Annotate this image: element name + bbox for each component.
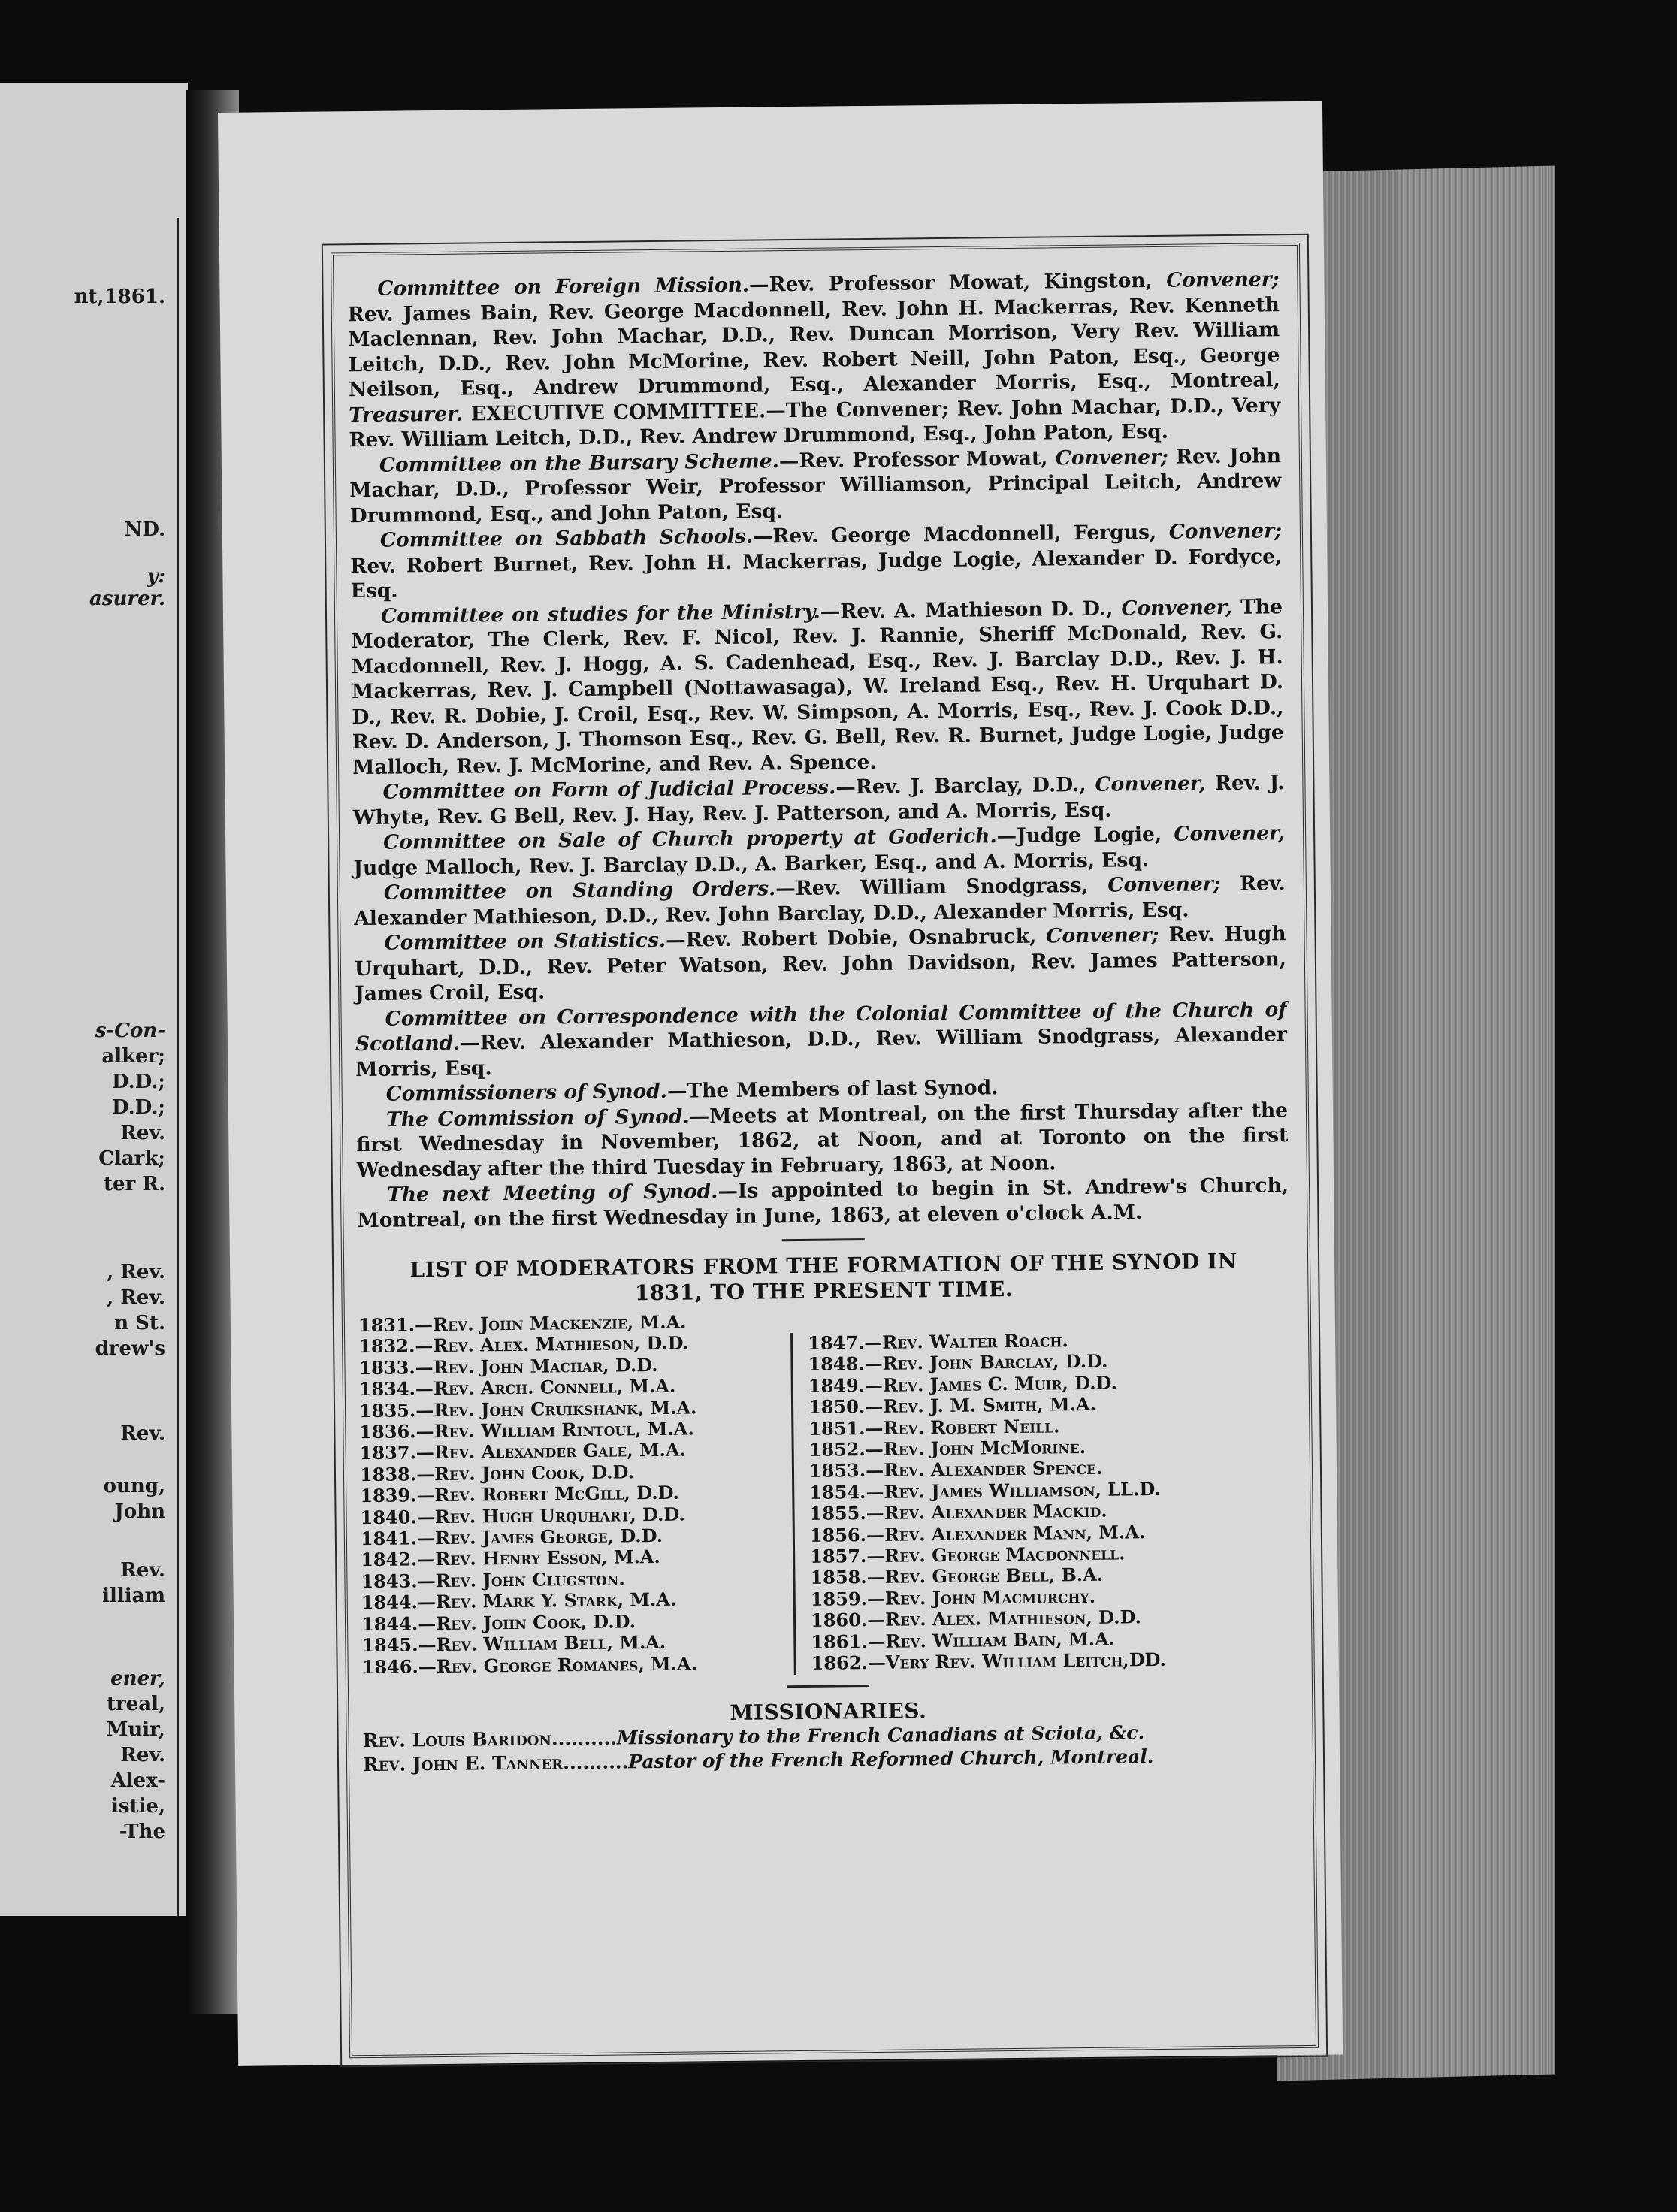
committee-title: Committee on studies for the Ministry.: [380, 600, 820, 628]
previous-page-line: Muir,: [106, 1718, 165, 1741]
moderator-year: 1851.: [808, 1416, 866, 1440]
missionaries-list: [363, 1719, 1295, 1777]
previous-page-line: Rev.: [120, 1122, 165, 1144]
moderator-name: —Rev. James George, D.D.: [416, 1524, 663, 1549]
committee-role: Convener;: [1166, 267, 1280, 292]
moderator-year: 1861.: [811, 1630, 868, 1653]
committee-text: Rev. John Machar, D.D., Professor Weir, Professor Williamson, Principal Leitch, Andrew Drummond, Esq., and John Paton, Esq.: [349, 443, 1282, 527]
committee-role: Convener;: [1107, 872, 1221, 897]
moderator-name: —Rev. George Romanes, M.A.: [418, 1651, 698, 1677]
committee-text: —Judge Logie,: [996, 822, 1174, 848]
committee-title: The next Meeting of Synod.: [386, 1180, 718, 1207]
moderator-name: —Rev. John McMorine.: [865, 1436, 1086, 1461]
moderator-year: 1835.: [358, 1398, 416, 1422]
moderator-year: 1846.: [361, 1654, 418, 1678]
moderator-year: 1838.: [359, 1463, 417, 1485]
missionary-description: Missionary to the French Canadians at Sciota, &c.: [616, 1721, 1145, 1749]
previous-page-line: treal,: [106, 1693, 165, 1715]
committee-role: Convener,: [1121, 595, 1233, 620]
moderator-row: [362, 1652, 794, 1678]
committee-paragraph: [354, 921, 1286, 1006]
moderator-year: 1843.: [361, 1570, 418, 1592]
committee-title: Committee on Foreign Mission.: [377, 273, 750, 301]
previous-page-line: , Rev.: [107, 1286, 165, 1309]
committee-paragraph: [349, 443, 1282, 528]
moderator-year: 1857.: [810, 1545, 867, 1567]
committee-title: Committee on Form of Judicial Process.: [382, 775, 836, 804]
previous-page-line: Rev.: [120, 1559, 165, 1582]
committee-paragraph: [350, 518, 1283, 603]
previous-page-line: Alex-: [110, 1769, 165, 1792]
moderator-name: —Rev. J. M. Smith, M.A.: [865, 1393, 1097, 1418]
missionaries-title: MISSIONARIES.: [730, 1697, 927, 1725]
committee-title: Committee on the Bursary Scheme.: [379, 449, 780, 477]
moderator-name: —Rev. John Clugston.: [417, 1567, 625, 1592]
moderator-row: [808, 1372, 1164, 1397]
moderators-table: [358, 1305, 1294, 1679]
previous-page-line: istie,: [111, 1795, 165, 1818]
committee-paragraph: [355, 997, 1287, 1082]
moderator-name: —Rev. Alexander Gale, M.A.: [415, 1439, 687, 1464]
moderator-name: —Rev. John Mackenzie, M.A.: [414, 1310, 687, 1336]
moderator-year: 1845.: [361, 1633, 418, 1657]
moderator-name: —Rev. John Cook, D.D.: [418, 1609, 636, 1635]
previous-page-line: Rev.: [120, 1422, 165, 1445]
missionary-leader-dots: ..........: [563, 1751, 629, 1774]
committee-text: —The Members of last Synod.: [666, 1076, 999, 1103]
committee-text: —Is appointed to begin in St. Andrew's Church, Montreal, on the first Wednesday in June, 1863, at eleven o'clock A.M.: [357, 1174, 1289, 1232]
moderators-title: LIST OF MODERATORS FROM THE FORMATION OF THE SYNOD IN 1831, TO THE PRESENT TIME.: [409, 1248, 1237, 1306]
moderator-year: 1856.: [809, 1523, 867, 1546]
moderators-column-left: [358, 1310, 794, 1679]
moderator-name: —Rev. Alex. Mathieson, D.D.: [867, 1606, 1141, 1631]
moderator-name: —Rev. Henry Esson, M.A.: [417, 1546, 660, 1570]
missionary-description: Pastor of the French Reformed Church, Montreal.: [628, 1745, 1154, 1773]
moderator-name: —Rev. Robert Neill.: [865, 1414, 1060, 1439]
moderator-name: —Rev. Hugh Urquhart, D.D.: [416, 1503, 685, 1528]
committee-paragraph: [357, 1173, 1289, 1233]
moderator-name: —Rev. John Barclay, D.D.: [864, 1350, 1108, 1375]
previous-page-line: nt,1861.: [74, 286, 165, 308]
committee-role: Convener;: [1055, 445, 1168, 470]
committee-text: Judge Malloch, Rev. J. Barclay D.D., A. Barker, Esq., and A. Morris, Esq.: [353, 848, 1150, 880]
moderator-name: —Rev. Alex. Mathieson, D.D.: [415, 1331, 690, 1357]
moderator-year: 1849.: [808, 1373, 866, 1397]
committee-text: Rev. Hugh Urquhart, D.D., Rev. Peter Watson, Rev. John Davidson, Rev. James Patterson, James Croil, Esq.: [354, 922, 1287, 1006]
committee-text: Rev. Alexander Mathieson, D.D., Rev. John Barclay, D.D., Alexander Morris, Esq.: [354, 872, 1286, 930]
page-border-rule: [177, 218, 179, 1916]
committee-title: Committee on Standing Orders.: [383, 877, 776, 905]
moderator-name: —Rev. Robert McGill, D.D.: [416, 1481, 680, 1506]
moderator-year: 1847.: [808, 1331, 865, 1354]
missionary-name: Rev. John E. Tanner: [362, 1751, 564, 1776]
committee-title: Committee on Statistics.: [384, 928, 666, 955]
moderator-year: 1831.: [358, 1313, 415, 1337]
committee-list: [347, 267, 1289, 1233]
committee-role: Convener,: [1174, 821, 1286, 846]
moderator-name: —Rev. William Bain, M.A.: [867, 1627, 1116, 1652]
committee-title: Commissioners of Synod.: [385, 1079, 668, 1106]
committee-role: Treasurer.: [349, 402, 463, 427]
moderator-year: 1844.: [361, 1612, 418, 1635]
moderator-year: 1860.: [810, 1609, 868, 1632]
previous-page-line: drew's: [95, 1337, 165, 1360]
previous-page-line: , Rev.: [107, 1261, 165, 1283]
moderator-name: —Rev. John Macmurchy.: [866, 1585, 1096, 1609]
moderator-year: 1839.: [360, 1484, 417, 1507]
committee-role: Convener;: [1046, 923, 1159, 948]
previous-page-line: ener,: [110, 1667, 165, 1690]
committee-role: Convener,: [1095, 772, 1207, 796]
moderator-name: —Rev. William Rintoul, M.A.: [415, 1417, 694, 1443]
previous-page-line: Rev.: [120, 1744, 165, 1766]
moderator-year: 1837.: [359, 1441, 416, 1464]
previous-page-line: asurer.: [89, 588, 165, 610]
moderator-row: [810, 1543, 1165, 1567]
committee-title: Committee on Correspondence with the Colonial Committee of the Church of Scotland.: [355, 997, 1287, 1056]
moderator-year: 1858.: [810, 1566, 867, 1589]
moderator-name: —Rev. Arch. Connell, M.A.: [415, 1374, 676, 1400]
moderator-year: 1854.: [809, 1480, 866, 1503]
committee-title: Committee on Sale of Church property at Goderich.: [383, 824, 997, 854]
moderator-row: [811, 1649, 1167, 1674]
moderator-name: —Rev. John Machar, D.D.: [415, 1353, 658, 1379]
moderator-name: —Rev. George Bell, B.A.: [866, 1564, 1104, 1588]
previous-page-line: D.D.;: [112, 1096, 165, 1119]
moderator-name: —Rev. Alexander Mackid.: [866, 1499, 1107, 1525]
previous-page-line: oung,: [103, 1475, 165, 1497]
committee-title: Committee on Sabbath Schools.: [379, 524, 754, 552]
moderator-year: 1840.: [360, 1505, 417, 1528]
moderator-name: —Rev. James C. Muir, D.D.: [864, 1371, 1118, 1396]
moderator-year: 1848.: [808, 1352, 865, 1376]
moderator-year: 1859.: [810, 1587, 868, 1610]
moderator-name: —Rev. Alexander Spence.: [865, 1457, 1103, 1482]
committee-text: —Rev. George Macdonnell, Fergus,: [752, 520, 1169, 548]
book-page: [218, 101, 1343, 2066]
moderator-name: —Rev. Walter Roach.: [864, 1329, 1068, 1354]
previous-page-line: Clark;: [98, 1147, 165, 1170]
previous-page-line: D.D.;: [112, 1071, 165, 1093]
committee-text: —Rev. Robert Dobie, Osnabruck,: [665, 924, 1047, 952]
section-separator: [787, 1685, 869, 1688]
previous-page-line: illiam: [102, 1585, 165, 1607]
moderator-year: 1833.: [358, 1356, 415, 1379]
missionary-name: Rev. Louis Baridon: [362, 1727, 552, 1752]
moderator-year: 1832.: [358, 1334, 415, 1358]
moderator-row: [809, 1479, 1165, 1503]
moderator-name: —Rev. William Bell, M.A.: [418, 1630, 666, 1656]
committee-text: Rev. Robert Burnet, Rev. John H. Mackerras, Judge Logie, Alexander D. Fordyce, Esq.: [350, 544, 1283, 603]
moderator-year: 1842.: [361, 1548, 418, 1571]
moderator-year: 1862.: [811, 1651, 868, 1674]
missionary-leader-dots: ..........: [551, 1727, 618, 1750]
moderator-year: 1853.: [808, 1459, 866, 1482]
section-separator: [782, 1238, 865, 1241]
moderator-name: —Very Rev. William Leitch,DD.: [867, 1648, 1167, 1674]
committee-text: —Rev. Professor Mowat,: [778, 446, 1056, 473]
committee-paragraph: [347, 267, 1280, 452]
moderator-name: —Rev. Mark Y. Stark, M.A.: [417, 1588, 677, 1613]
committee-text: The Moderator, The Clerk, Rev. F. Nicol, Rev. J. Rannie, Sheriff McDonald, Rev. G. Macdonnell, Rev. J. Hogg, A. S. Cadenhead, Esq., Rev. J. Barclay D.D., Rev. J. H. Mackerras, Rev. J. Campbell (Nottawasaga), W. Ireland Esq., Rev. H. Urquhart D. D., Rev. R. Dobie, J. Croil, Esq., Rev. W. Simpson, A. Morris, Esq., Rev. J. Cook D.D., Rev. D. Anderson, J. Thomson Esq., Rev. G. Bell, Rev. R. Burnet, Judge Logie, Judge Malloch, Rev. J. McMorine, and Rev. A. Spence.: [351, 594, 1284, 779]
moderator-year: 1836.: [359, 1420, 416, 1443]
moderators-column-right: [790, 1329, 1166, 1675]
previous-page-line: alker;: [101, 1045, 165, 1068]
previous-page-fragment: [0, 83, 188, 1916]
previous-page-line: -The: [119, 1821, 165, 1843]
moderator-name: —Rev. Alexander Mann, M.A.: [866, 1520, 1146, 1546]
previous-page-line: s-Con-: [95, 1020, 165, 1042]
moderator-year: 1841.: [360, 1527, 418, 1550]
committee-text: —Rev. A. Mathieson D. D.,: [820, 596, 1122, 624]
previous-page-line: y:: [147, 565, 165, 588]
moderator-name: —Rev. James Williamson, LL.D.: [866, 1477, 1161, 1503]
committee-text: —Rev. Alexander Mathieson, D.D., Rev. William Snodgrass, Alexander Morris, Esq.: [355, 1023, 1288, 1081]
previous-page-line: ter R.: [104, 1173, 165, 1195]
committee-text: —Rev. Professor Mowat, Kingston,: [748, 268, 1167, 297]
committee-title: The Commission of Synod.: [385, 1104, 690, 1132]
committee-text: —Rev. J. Barclay, D.D.,: [835, 772, 1095, 799]
committee-text: —Rev. William Snodgrass,: [775, 873, 1108, 901]
committee-paragraph: [356, 1098, 1289, 1183]
previous-page-line: John: [114, 1500, 165, 1523]
moderator-year: 1834.: [358, 1377, 416, 1401]
committee-paragraph: [351, 594, 1284, 780]
moderator-name: —Rev. George Macdonnell.: [866, 1542, 1126, 1567]
committee-role: Convener;: [1168, 519, 1283, 544]
previous-page-line: n St.: [114, 1312, 165, 1334]
committee-text: EXECUTIVE COMMITTEE.—The Convener; Rev. John Machar, D.D., Very Rev. William Leitch, D.D., Rev. Andrew Drummond, Esq., John Paton, Esq.: [349, 393, 1281, 452]
committee-text: Rev. James Bain, Rev. George Macdonnell, Rev. John H. Mackerras, Rev. Kenneth Maclennan, Rev. John Machar, D.D., Rev. Duncan Morrison, Very Rev. William Leitch, D.D., Rev. John McMorine, Rev. Robert Neill, John Paton, Esq., George Neilson, Esq., Andrew Drummond, Esq., Alexander Morris, Esq., Montreal,: [347, 292, 1280, 402]
moderator-name: —Rev. John Cruikshank, M.A.: [415, 1396, 697, 1421]
moderator-name: —Rev. John Cook, D.D.: [415, 1461, 635, 1485]
moderator-year: 1844.: [361, 1591, 418, 1614]
committee-text: —Meets at Montreal, on the first Thursday after the first Wednesday in November, 1862, at Noon, and at Toronto on the first Wednesday after the third Tuesday in February, 1863, at Noon.: [356, 1098, 1289, 1182]
page-content: [347, 267, 1295, 1777]
moderator-year: 1852.: [808, 1438, 866, 1461]
committee-text: Rev. J. Whyte, Rev. G Bell, Rev. J. Hay, Rev. J. Patterson, and A. Morris, Esq.: [352, 771, 1285, 830]
previous-page-line: ND.: [124, 518, 165, 541]
moderator-year: 1855.: [809, 1502, 866, 1525]
moderator-year: 1850.: [808, 1395, 866, 1419]
